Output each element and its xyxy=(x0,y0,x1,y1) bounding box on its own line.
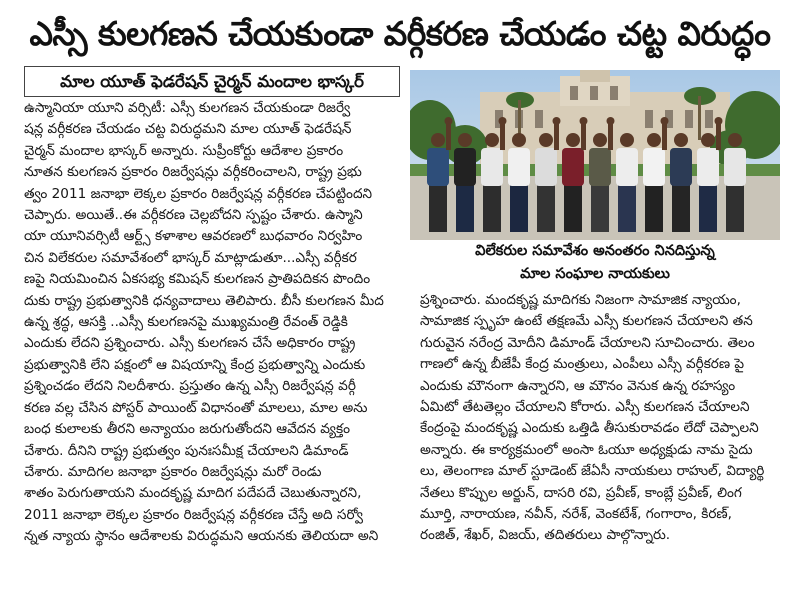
article-line: చిన విలేకరుల సమావేశంలో భాస్కర్ మాట్లాడుతూ...ఎస్సీ వర్గీకర xyxy=(24,249,357,266)
article-line: ప్రశ్నించారు. మందకృష్ణ మాదిగకు నిజంగా సామాజిక న్యాయం, xyxy=(420,292,741,308)
article-line: యా యూనివర్సిటీ ఆర్ట్స్ కళాశాల ఆవరణలో బుధవారం నిర్వహిం xyxy=(24,228,363,245)
article-line: మూర్తి, నారాయణ, నవీన్, నరేశ్, వెంకటేశ్, గంగారాం, కిరణ్, xyxy=(420,506,732,523)
article-line: గురువైన నరేంద్ర మోదీని డిమాండ్ చేయాలని సూచించారు. తెలం xyxy=(420,334,755,351)
article-line: ప్రశ్నించడం లేదని నిలదీశారు. ప్రస్తుతం ఉన్న ఎస్సీ రిజర్వేషన్ల వర్గీ xyxy=(24,378,356,395)
group-protest-photo xyxy=(410,70,780,240)
article-line: చేశారు. మాదిగల జనాభా ప్రకారం రిజర్వేషన్లు మరో రెండు xyxy=(24,463,322,480)
article-line: నూతన కులగణన ప్రకారం రిజర్వేషన్లు వర్గీకరించాలని, రాష్ట్ర ప్రభు xyxy=(24,164,362,181)
subheadline-box: మాల యూత్ ఫెడరేషన్ చైర్మన్ మందాల భాస్కర్ xyxy=(24,66,400,97)
article-line: న్నత న్యాయ స్థానం ఆదేశాలకు విరుద్ధమని ఆయనకు తెలియదా అని xyxy=(24,528,379,545)
article-line: శాతం పెరుగుతాయని మందకృష్ణ మాదిగ పదేపదే చెబుతున్నారని, xyxy=(24,485,362,502)
article-line: త్వం 2011 జనాభా లెక్కల ప్రకారం రిజర్వేషన్ల వర్గీకరణ చేపట్టిందని xyxy=(24,185,373,202)
news-photo xyxy=(410,70,780,240)
article-line: ప్రభుత్వానికి లేని పక్షంలో ఆ విషయాన్ని కేంద్ర ప్రభుత్వాన్ని ఎందుకు xyxy=(24,356,366,373)
article-line: ఎందుకు మౌనంగా ఉన్నారని, ఆ మౌనం వెనుక ఉన్న రహస్యం xyxy=(420,377,736,394)
article-column-right xyxy=(420,290,780,547)
article-line: నేతలు కొప్పుల అర్జున్, దాసరి రవి, ప్రవీణ్, కాంబ్లే ప్రవీణ్, లింగ xyxy=(420,484,742,501)
article-line: రంజిత్, శేఖర్, విజయ్, తదితరులు పాల్గొన్నారు. xyxy=(420,527,671,544)
article-line: షన్ల వర్గీకరణ చేయడం చట్ట విరుద్ధమని మాల యూత్ ఫెడరేషన్ xyxy=(24,121,352,138)
article-line: అన్నారు. ఈ కార్యక్రమంలో అంసా ఓయూ అధ్యక్షుడు నామ సైదు xyxy=(420,441,753,458)
article-line: చెప్పారు. అయితే..ఈ వర్గీకరణ చెల్లబోదని స్పష్టం చేశారు. ఉస్మాని xyxy=(24,207,363,224)
article-line: దుకు రాష్ట్ర ప్రభుత్వానికి ధన్యవాదాలు తెలిపారు. బీసీ కులగణన మీద xyxy=(24,292,384,309)
article-line: కేంద్రంపై మందకృష్ణ ఎందుకు ఒత్తిడి తీసుకురావడం లేదో చెప్పాలని xyxy=(420,420,759,437)
photo-caption-line-1: విలేకరుల సమావేశం అనంతరం నినదిస్తున్న xyxy=(475,243,715,259)
article-line: లు, తెలంగాణ మాల్ స్టూడెంట్ జేఏసీ నాయకులు రాహుల్, విద్యార్థి xyxy=(420,463,765,480)
article-line: చైర్మన్ మందాల భాస్కర్ అన్నారు. సుప్రీంకోర్టు ఆదేశాల ప్రకారం xyxy=(24,142,344,159)
photo-caption-line-2: మాల సంఘాల నాయకులు xyxy=(520,266,670,282)
article-line: 2011 జనాభా లెక్కల ప్రకారం రిజర్వేషన్ల వర్గీకరణ చేస్తే అది సర్వో xyxy=(24,506,364,523)
article-line: ఏమిటో తేటతెల్లం చేయాలని కోరారు. ఎస్సీ కులగణన చేయాలని xyxy=(420,399,750,416)
article-line: ఉస్మానియా యూని వర్సిటీ: ఎస్సీ కులగణన చేయకుండా రిజర్వే xyxy=(24,100,351,116)
article-line: ఎందుకు లేదని ప్రశ్నించారు. ఎస్సీ కులగణన చేసే అధికారం రాష్ట్ర xyxy=(24,335,356,352)
article-column-left xyxy=(24,98,408,548)
article-line: సామాజిక స్పృహ ఉంటే తక్షణమే ఎస్సీ కులగణన చేయాలని తన xyxy=(420,313,753,330)
article-line: గాణలో ఉన్న బీజేపీ కేంద్ర మంత్రులు, ఎంపీలు ఎస్సీ వర్గీకరణ పై xyxy=(420,356,745,373)
headline: ఎస్సీ కులగణన చేయకుండా వర్గీకరణ చేయడం చట్ట విరుద్ధం xyxy=(29,14,771,53)
article-line: ణపై నియమించిన ఏకసభ్య కమిషన్ కులగణన ప్రాతిపదికన పొందిం xyxy=(24,271,371,288)
article-line: ఉన్న శ్రద్ధ, ఆసక్తి ..ఎస్సీ కులగణనపై ముఖ్యమంత్రి రేవంత్ రెడ్డికి xyxy=(24,314,348,331)
photo-caption xyxy=(410,240,780,288)
article-line: చేశారు. దీనిని రాష్ట్ర ప్రభుత్వం పునఃసమీక్ష చేయాలని డిమాండ్ xyxy=(24,442,349,459)
article-line: బంధ కులాలకు తీరని అన్యాయం జరుగుతోందని ఆవేదన వ్యక్తం xyxy=(24,421,350,438)
article-line: కరణ వల్ల చేసిన పోస్టర్ పాయింట్ విధానంతో మాలలు, మాల అను xyxy=(24,399,368,416)
